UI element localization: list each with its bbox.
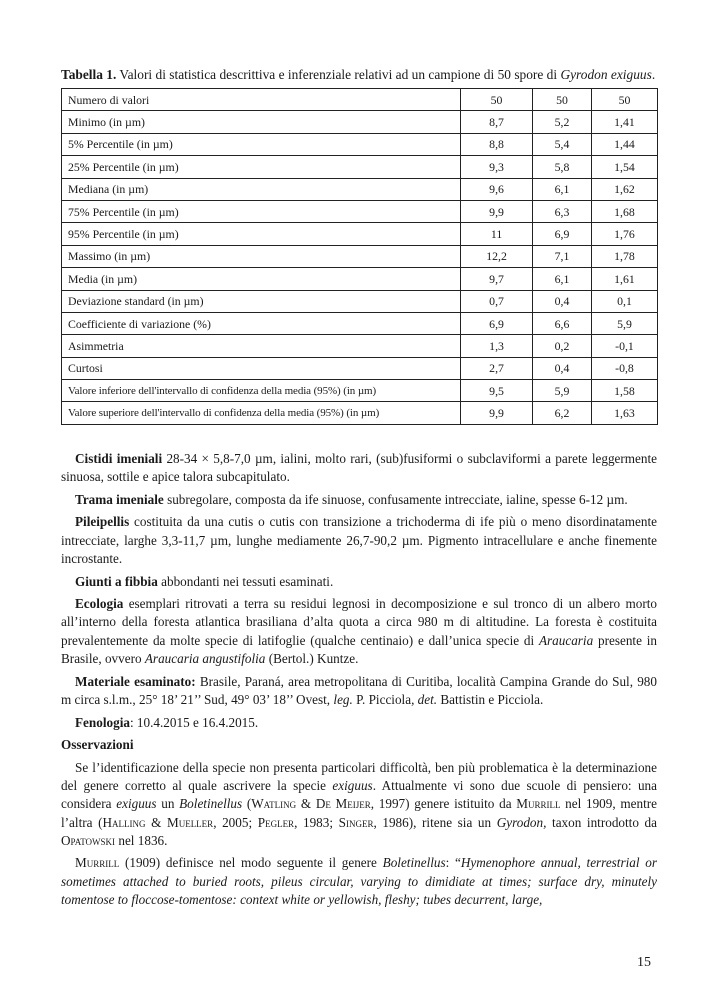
table-cell-label: 5% Percentile (in µm)	[62, 133, 461, 155]
italic-araucaria-angustifolia: Araucaria angustifolia	[144, 650, 266, 666]
table-row	[62, 111, 658, 133]
oss1-sc4: Pegler	[257, 814, 295, 830]
table-cell-label: Asimmetria	[62, 335, 461, 357]
text-ecologia-1: esemplari ritrovati a terra su residui legnosi in decomposizione e sul tronco di un albero morto all’interno della foresta atlantica brasiliana d’alta quota a circa 980 m di altitudine. La foresta è costituita prevalentemente da molte specie di latifoglie (qualche centinaio) e dall’unica specie di	[61, 596, 657, 648]
table-cell-value: 9,5	[461, 380, 533, 402]
oss2-i2: Hymenophore annual, terrestrial or sometimes attached to buried roots, pileus circular, varying to dimidiate at times; surface dry, minutely tomentose to floccose-tomentose: context white or yellowish, fleshy; tubes decurrent, large,	[61, 855, 657, 907]
paragraph-cistidi	[61, 450, 657, 486]
table-cell-value: 8,7	[461, 111, 533, 133]
term-giunti: Giunti a fibbia	[75, 573, 158, 589]
table-row	[62, 380, 658, 402]
text-materiale-2: P. Picciola,	[352, 691, 418, 707]
term-pileipellis: Pileipellis	[75, 514, 130, 530]
paragraph-fenologia	[61, 714, 657, 732]
table-cell-value: 0,7	[461, 290, 533, 312]
table-row	[62, 357, 658, 379]
table-cell-value: 8,8	[461, 133, 533, 155]
table-cell-label: 75% Percentile (in µm)	[62, 200, 461, 222]
table-cell-value: 0,1	[591, 290, 657, 312]
table-cell-value: 0,4	[533, 357, 592, 379]
paragraph-giunti	[61, 573, 657, 591]
table-cell-value: 1,41	[591, 111, 657, 133]
table-cell-value: 1,54	[591, 156, 657, 178]
paragraph-materiale	[61, 673, 657, 709]
oss1-t11: nel 1836.	[115, 832, 168, 848]
section-heading-osservazioni: Osservazioni	[61, 737, 134, 753]
page-content	[61, 67, 657, 914]
table-cell-value: 1,63	[591, 402, 657, 424]
table-row	[62, 245, 658, 267]
oss1-t8: , 1983;	[294, 814, 339, 830]
oss1-sc2: Murrill	[516, 796, 561, 812]
table-cell-value: 0,4	[533, 290, 592, 312]
oss1-sc3: Halling & Mueller	[102, 814, 214, 830]
oss1-t5: , 1997) genere istituito da	[370, 796, 517, 812]
term-cistidi: Cistidi imeniali	[75, 450, 163, 466]
table-cell-label: Media (in µm)	[62, 268, 461, 290]
table-cell-value: 6,3	[533, 200, 592, 222]
term-materiale: Materiale esaminato:	[75, 673, 196, 689]
table-cell-value: 1,58	[591, 380, 657, 402]
text-materiale-1: Brasile, Paraná, area metropolitana di Curitiba, località Campina Grande do Sul, 980 m circa s.l.m., 25° 18’ 21’’ Sud, 49° 03’ 18’’ Ovest,	[61, 673, 657, 707]
table-row	[62, 312, 658, 334]
table-cell-value: 9,9	[461, 402, 533, 424]
oss1-sc6: Opatowski	[61, 832, 116, 848]
table-cell-value: 6,6	[533, 312, 592, 334]
table-cell-label: Deviazione standard (in µm)	[62, 290, 461, 312]
table-cell-value: 1,78	[591, 245, 657, 267]
table-cell-value: 1,68	[591, 200, 657, 222]
table-row	[62, 402, 658, 424]
table-row	[62, 200, 658, 222]
table-cell-value: 7,1	[533, 245, 592, 267]
table-cell-value: 1,61	[591, 268, 657, 290]
oss2-t2: : “	[445, 855, 461, 871]
oss1-t10: taxon introdotto da	[546, 814, 657, 830]
table-cell-value: 6,9	[461, 312, 533, 334]
table-cell-value: 5,9	[591, 312, 657, 334]
term-trama: Trama imeniale	[75, 491, 164, 507]
oss1-t7: , 2005;	[213, 814, 258, 830]
body-text	[61, 450, 657, 909]
page-number: 15	[637, 955, 651, 970]
oss2-t1: (1909) definisce nel modo seguente il genere	[119, 855, 383, 871]
table-cell-value: 50	[533, 89, 592, 111]
table-cell-value: 50	[591, 89, 657, 111]
table-cell-value: 12,2	[461, 245, 533, 267]
paragraph-osservazioni-2	[61, 854, 657, 909]
paragraph-osservazioni-1	[61, 759, 657, 850]
table-cell-value: 9,3	[461, 156, 533, 178]
text-pileipellis: costituita da una cutis o cutis con transizione a trichoderma di ife più o meno disordinatamente intrecciate, larghe 3,3-11,7 µm, lunghe mediamente 26,7-90,2 µm. Pigmento intracellulare e anche finemente incrostante.	[61, 514, 657, 566]
oss2-i1: Boletinellus	[382, 855, 446, 871]
paragraph-ecologia	[61, 595, 657, 668]
oss1-t4: (	[242, 796, 252, 812]
table-cell-value: 11	[461, 223, 533, 245]
table-cell-label: Coefficiente di variazione (%)	[62, 312, 461, 334]
text-trama: subregolare, composta da ife sinuose, confusamente intrecciate, ialine, spesse 6-12 µm.	[163, 491, 628, 507]
table-cell-value: 5,8	[533, 156, 592, 178]
table-cell-value: 1,76	[591, 223, 657, 245]
text-ecologia-3: (Bertol.) Kuntze.	[265, 650, 359, 666]
table-cell-value: 50	[461, 89, 533, 111]
oss1-t2: . Attualmente vi sono due scuole di pensiero: una considera	[61, 778, 657, 812]
table-cell-value: 1,62	[591, 178, 657, 200]
table-row	[62, 156, 658, 178]
italic-araucaria: Araucaria	[538, 632, 594, 648]
statistics-table	[61, 88, 658, 425]
table-cell-value: 1,3	[461, 335, 533, 357]
oss1-t6: nel 1909, mentre l’altra (	[61, 796, 657, 830]
table-cell-value: 5,9	[533, 380, 592, 402]
table-row	[62, 268, 658, 290]
table-caption-species: Gyrodon exiguus	[560, 67, 652, 82]
text-giunti: abbondanti nei tessuti esaminati.	[157, 573, 334, 589]
table-cell-label: 25% Percentile (in µm)	[62, 156, 461, 178]
oss2-sc1: Murrill	[75, 855, 120, 871]
table-cell-value: 5,4	[533, 133, 592, 155]
paragraph-trama	[61, 491, 657, 509]
table-cell-label: Mediana (in µm)	[62, 178, 461, 200]
oss1-i2: exiguus	[116, 796, 157, 812]
table-cell-value: -0,8	[591, 357, 657, 379]
table-row	[62, 89, 658, 111]
table-cell-value: 1,44	[591, 133, 657, 155]
italic-det: det.	[417, 691, 438, 707]
oss1-t9: , 1986), ritene sia un	[373, 814, 497, 830]
table-cell-label: Valore inferiore dell'intervallo di confidenza della media (95%) (in µm)	[62, 380, 461, 402]
table-row	[62, 133, 658, 155]
oss1-sc1: Watling & De Meijer	[251, 796, 371, 812]
table-caption-label: Tabella 1.	[61, 67, 117, 82]
table-cell-value: 6,2	[533, 402, 592, 424]
oss1-t1: Se l’identificazione della specie non presenta particolari difficoltà, ben più problematica è la determinazione del genere corretto al quale ascrivere la specie	[61, 759, 657, 794]
table-cell-label: Numero di valori	[62, 89, 461, 111]
table-cell-value: 5,2	[533, 111, 592, 133]
text-materiale-3: Battistin e Picciola.	[437, 691, 544, 707]
text-fenologia: : 10.4.2015 e 16.4.2015.	[129, 714, 259, 730]
text-ecologia-2: presente in Brasile, ovvero	[61, 632, 657, 666]
oss1-i1: exiguus	[332, 778, 373, 794]
table-cell-value: 0,2	[533, 335, 592, 357]
table-caption	[61, 67, 657, 83]
table-cell-value: 6,1	[533, 268, 592, 290]
table-cell-value: 9,7	[461, 268, 533, 290]
statistics-table-body	[62, 89, 658, 425]
italic-leg: leg.	[333, 691, 353, 707]
table-cell-value: 9,6	[461, 178, 533, 200]
table-cell-value: 2,7	[461, 357, 533, 379]
table-cell-label: 95% Percentile (in µm)	[62, 223, 461, 245]
table-row	[62, 290, 658, 312]
table-caption-text: Valori di statistica descrittiva e inferenziale relativi ad un campione di 50 spore di	[116, 67, 561, 82]
table-cell-label: Valore superiore dell'intervallo di confidenza della media (95%) (in µm)	[62, 402, 461, 424]
table-cell-value: -0,1	[591, 335, 657, 357]
oss1-i3: Boletinellus	[179, 796, 243, 812]
table-cell-value: 6,1	[533, 178, 592, 200]
table-caption-end: .	[651, 67, 656, 82]
table-cell-value: 6,9	[533, 223, 592, 245]
paragraph-pileipellis	[61, 513, 657, 568]
oss1-i4: Gyrodon,	[496, 814, 547, 830]
table-cell-label: Massimo (in µm)	[62, 245, 461, 267]
oss1-t3: un	[156, 796, 180, 812]
table-cell-label: Curtosi	[62, 357, 461, 379]
table-row	[62, 223, 658, 245]
table-row	[62, 335, 658, 357]
table-cell-value: 9,9	[461, 200, 533, 222]
table-cell-label: Minimo (in µm)	[62, 111, 461, 133]
oss1-sc5: Singer	[338, 814, 374, 830]
term-ecologia: Ecologia	[75, 596, 124, 612]
term-fenologia: Fenologia	[75, 714, 130, 730]
table-row	[62, 178, 658, 200]
text-cistidi: 28-34 × 5,8-7,0 µm, ialini, molto rari, (sub)fusiformi o subclaviformi a parete leggermente sinuosa, sottile e apice talora subcapitulato.	[61, 450, 658, 485]
